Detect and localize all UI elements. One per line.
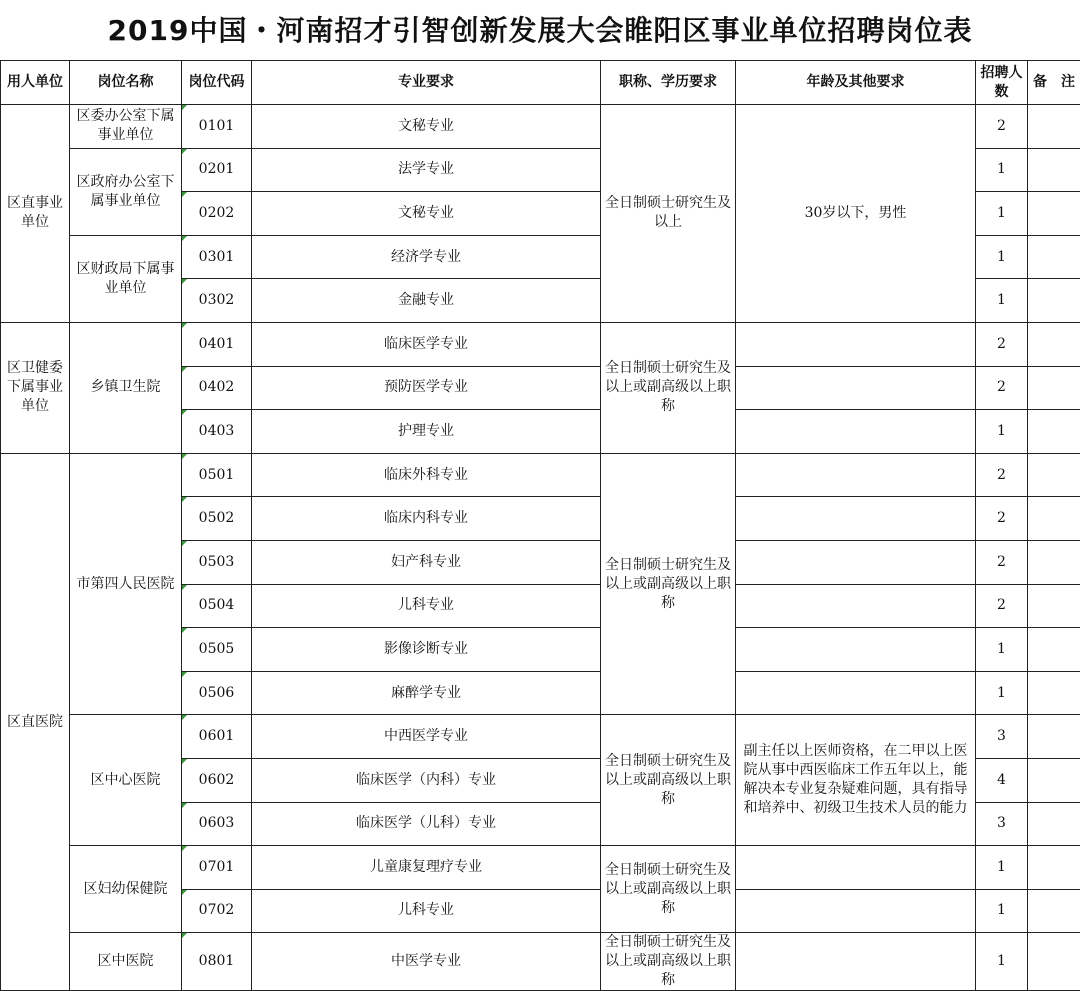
major-cell: 临床医学（儿科）专业	[252, 802, 601, 846]
remarks-cell	[1028, 584, 1080, 628]
post-code-cell: 0504	[182, 584, 252, 628]
col-age-other: 年龄及其他要求	[736, 61, 976, 105]
headcount-cell: 1	[976, 235, 1028, 279]
major-cell: 临床医学专业	[252, 322, 601, 366]
post-code-cell: 0202	[182, 192, 252, 236]
post-code-cell: 0201	[182, 148, 252, 192]
remarks-cell	[1028, 628, 1080, 672]
post-code-cell: 0503	[182, 540, 252, 584]
post-name-cell: 乡镇卫生院	[70, 322, 182, 453]
post-code-cell: 0401	[182, 322, 252, 366]
major-cell: 法学专业	[252, 148, 601, 192]
headcount-cell: 2	[976, 540, 1028, 584]
age-other-cell: 30岁以下，男性	[736, 105, 976, 323]
remarks-cell	[1028, 322, 1080, 366]
header-row	[1, 61, 1080, 105]
major-cell: 儿科专业	[252, 889, 601, 933]
major-cell: 中医学专业	[252, 933, 601, 991]
remarks-cell	[1028, 758, 1080, 802]
remarks-cell	[1028, 148, 1080, 192]
col-remarks: 备 注	[1028, 61, 1080, 105]
employer-cell: 区直事业单位	[1, 105, 70, 323]
post-name-cell: 区财政局下属事业单位	[70, 235, 182, 322]
post-code-cell: 0701	[182, 846, 252, 890]
remarks-cell	[1028, 933, 1080, 991]
col-post-name: 岗位名称	[70, 61, 182, 105]
post-code-cell: 0505	[182, 628, 252, 672]
table-row	[1, 846, 1080, 890]
major-cell: 经济学专业	[252, 235, 601, 279]
major-cell: 影像诊断专业	[252, 628, 601, 672]
post-code-cell: 0302	[182, 279, 252, 323]
age-other-cell	[736, 671, 976, 715]
post-code-cell: 0403	[182, 410, 252, 454]
remarks-cell	[1028, 671, 1080, 715]
post-code-cell: 0601	[182, 715, 252, 759]
headcount-cell: 3	[976, 715, 1028, 759]
col-major: 专业要求	[252, 61, 601, 105]
remarks-cell	[1028, 279, 1080, 323]
major-cell: 中西医学专业	[252, 715, 601, 759]
major-cell: 文秘专业	[252, 192, 601, 236]
headcount-cell: 3	[976, 802, 1028, 846]
age-other-cell	[736, 933, 976, 991]
col-post-code: 岗位代码	[182, 61, 252, 105]
table-row	[1, 322, 1080, 366]
headcount-cell: 1	[976, 628, 1028, 672]
headcount-cell: 1	[976, 671, 1028, 715]
age-other-cell	[736, 889, 976, 933]
headcount-cell: 1	[976, 846, 1028, 890]
post-name-cell: 区委办公室下属事业单位	[70, 105, 182, 149]
post-code-cell: 0301	[182, 235, 252, 279]
table-row	[1, 453, 1080, 497]
col-employer: 用人单位	[1, 61, 70, 105]
age-other-cell: 副主任以上医师资格，在二甲以上医院从事中西医临床工作五年以上，能解决本专业复杂疑难问题，具有指导和培养中、初级卫生技术人员的能力	[736, 715, 976, 846]
major-cell: 护理专业	[252, 410, 601, 454]
headcount-cell: 2	[976, 497, 1028, 541]
post-name-cell: 市第四人民医院	[70, 453, 182, 715]
major-cell: 文秘专业	[252, 105, 601, 149]
remarks-cell	[1028, 846, 1080, 890]
post-code-cell: 0801	[182, 933, 252, 991]
table-row	[1, 715, 1080, 759]
table-row	[1, 933, 1080, 991]
post-name-cell: 区政府办公室下属事业单位	[70, 148, 182, 235]
remarks-cell	[1028, 192, 1080, 236]
age-other-cell	[736, 628, 976, 672]
remarks-cell	[1028, 889, 1080, 933]
page-title: 2019中国・河南招才引智创新发展大会睢阳区事业单位招聘岗位表	[107, 14, 973, 47]
post-code-cell: 0702	[182, 889, 252, 933]
remarks-cell	[1028, 715, 1080, 759]
major-cell: 临床内科专业	[252, 497, 601, 541]
age-other-cell	[736, 846, 976, 890]
headcount-cell: 2	[976, 453, 1028, 497]
headcount-cell: 2	[976, 105, 1028, 149]
age-other-cell	[736, 497, 976, 541]
remarks-cell	[1028, 410, 1080, 454]
major-cell: 金融专业	[252, 279, 601, 323]
education-cell: 全日制硕士研究生及以上或副高级以上职称	[601, 933, 736, 991]
post-code-cell: 0502	[182, 497, 252, 541]
employer-cell: 区直医院	[1, 453, 70, 991]
education-cell: 全日制硕士研究生及以上	[601, 105, 736, 323]
age-other-cell	[736, 540, 976, 584]
age-other-cell	[736, 366, 976, 410]
headcount-cell: 2	[976, 366, 1028, 410]
remarks-cell	[1028, 802, 1080, 846]
age-other-cell	[736, 322, 976, 366]
post-code-cell: 0603	[182, 802, 252, 846]
table-row	[1, 105, 1080, 149]
headcount-cell: 1	[976, 889, 1028, 933]
post-code-cell: 0101	[182, 105, 252, 149]
recruitment-table	[0, 60, 1080, 991]
headcount-cell: 2	[976, 584, 1028, 628]
remarks-cell	[1028, 105, 1080, 149]
remarks-cell	[1028, 453, 1080, 497]
education-cell: 全日制硕士研究生及以上或副高级以上职称	[601, 322, 736, 453]
age-other-cell	[736, 410, 976, 454]
employer-cell: 区卫健委下属事业单位	[1, 322, 70, 453]
remarks-cell	[1028, 366, 1080, 410]
headcount-cell: 1	[976, 192, 1028, 236]
post-name-cell: 区中心医院	[70, 715, 182, 846]
col-education: 职称、学历要求	[601, 61, 736, 105]
headcount-cell: 1	[976, 279, 1028, 323]
post-code-cell: 0506	[182, 671, 252, 715]
headcount-cell: 1	[976, 933, 1028, 991]
remarks-cell	[1028, 540, 1080, 584]
major-cell: 儿科专业	[252, 584, 601, 628]
headcount-cell: 1	[976, 410, 1028, 454]
post-code-cell: 0602	[182, 758, 252, 802]
remarks-cell	[1028, 497, 1080, 541]
post-name-cell: 区妇幼保健院	[70, 846, 182, 933]
age-other-cell	[736, 584, 976, 628]
education-cell: 全日制硕士研究生及以上或副高级以上职称	[601, 715, 736, 846]
col-headcount: 招聘人数	[976, 61, 1028, 105]
major-cell: 临床医学（内科）专业	[252, 758, 601, 802]
major-cell: 麻醉学专业	[252, 671, 601, 715]
major-cell: 儿童康复理疗专业	[252, 846, 601, 890]
headcount-cell: 2	[976, 322, 1028, 366]
education-cell: 全日制硕士研究生及以上或副高级以上职称	[601, 453, 736, 715]
post-name-cell: 区中医院	[70, 933, 182, 991]
post-code-cell: 0402	[182, 366, 252, 410]
major-cell: 临床外科专业	[252, 453, 601, 497]
headcount-cell: 4	[976, 758, 1028, 802]
headcount-cell: 1	[976, 148, 1028, 192]
major-cell: 妇产科专业	[252, 540, 601, 584]
remarks-cell	[1028, 235, 1080, 279]
education-cell: 全日制硕士研究生及以上或副高级以上职称	[601, 846, 736, 933]
major-cell: 预防医学专业	[252, 366, 601, 410]
post-code-cell: 0501	[182, 453, 252, 497]
age-other-cell	[736, 453, 976, 497]
